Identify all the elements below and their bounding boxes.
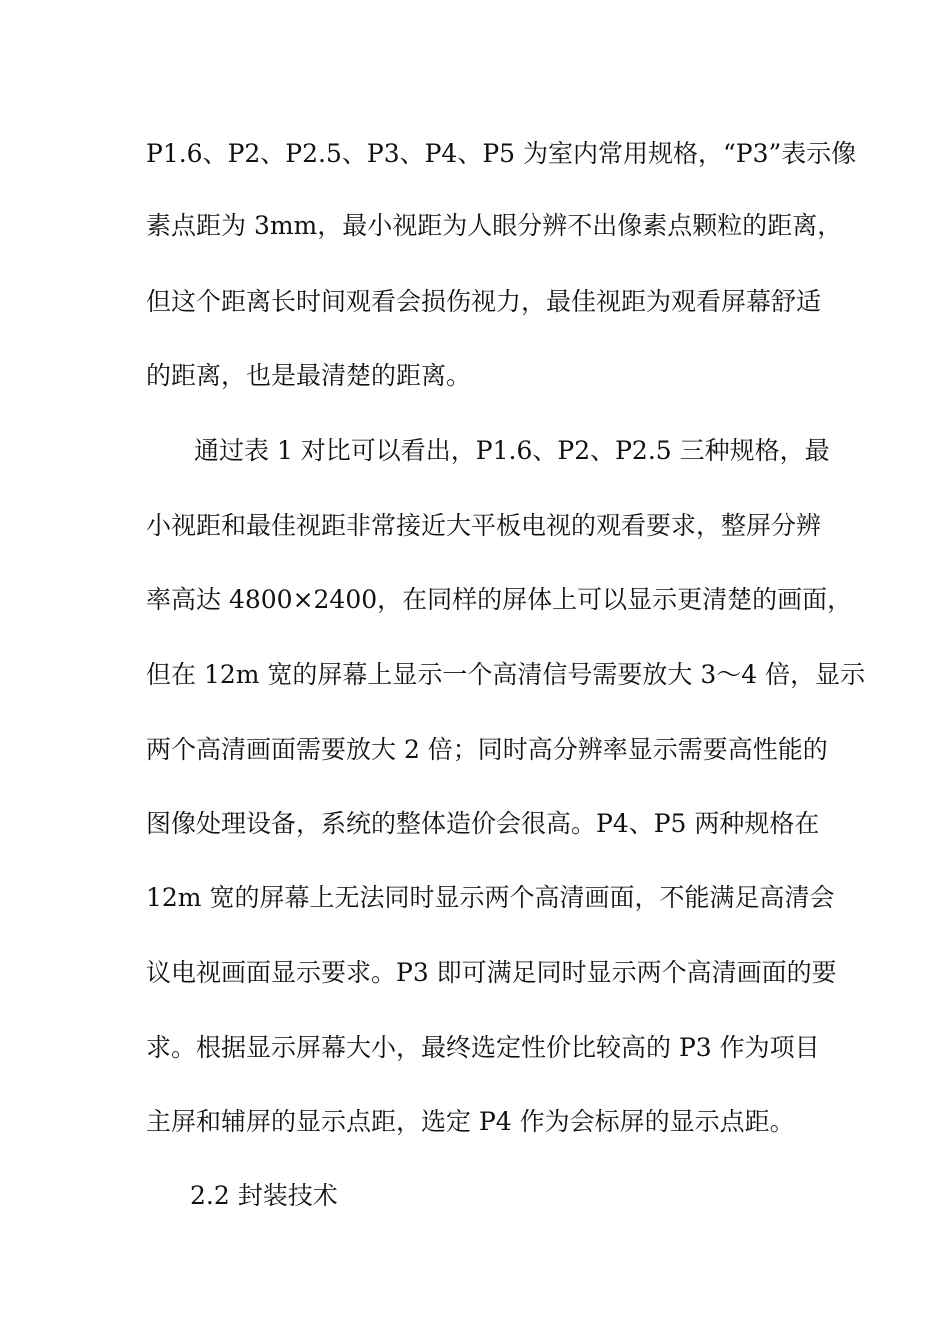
paragraph-2-line-3: 率高达 4800×2400，在同样的屏体上可以显示更清楚的画面， [146,585,853,614]
paragraph-1-line-4: 的距离，也是最清楚的距离。 [146,361,472,390]
paragraph-2-line-8: 议电视画面显示要求。P3 即可满足同时显示两个高清画面的要 [146,958,837,987]
paragraph-1-line-3: 但这个距离长时间观看会损伤视力，最佳视距为观看屏幕舒适 [146,287,822,316]
paragraph-2-line-9: 求。根据显示屏幕大小，最终选定性价比较高的 P3 作为项目 [146,1033,820,1062]
paragraph-2-line-10: 主屏和辅屏的显示点距，选定 P4 作为会标屏的显示点距。 [146,1107,795,1136]
paragraph-2-line-4: 但在 12m 宽的屏幕上显示一个高清信号需要放大 3～4 倍，显示 [146,660,866,689]
paragraph-2-line-7: 12m 宽的屏幕上无法同时显示两个高清画面，不能满足高清会 [146,883,835,912]
paragraph-2-line-5: 两个高清画面需要放大 2 倍；同时高分辨率显示需要高性能的 [146,735,828,764]
paragraph-2-line-6: 图像处理设备，系统的整体造价会很高。P4、P5 两种规格在 [146,809,820,838]
paragraph-2-line-1: 通过表 1 对比可以看出，P1.6、P2、P2.5 三种规格，最 [194,436,830,465]
paragraph-2-line-2: 小视距和最佳视距非常接近大平板电视的观看要求，整屏分辨 [146,511,822,540]
section-heading: 2.2 封装技术 [190,1181,338,1210]
paragraph-1-line-2: 素点距为 3mm，最小视距为人眼分辨不出像素点颗粒的距离， [146,211,843,240]
paragraph-1-line-1: P1.6、P2、P2.5、P3、P4、P5 为室内常用规格，“P3”表示像 [146,139,857,168]
